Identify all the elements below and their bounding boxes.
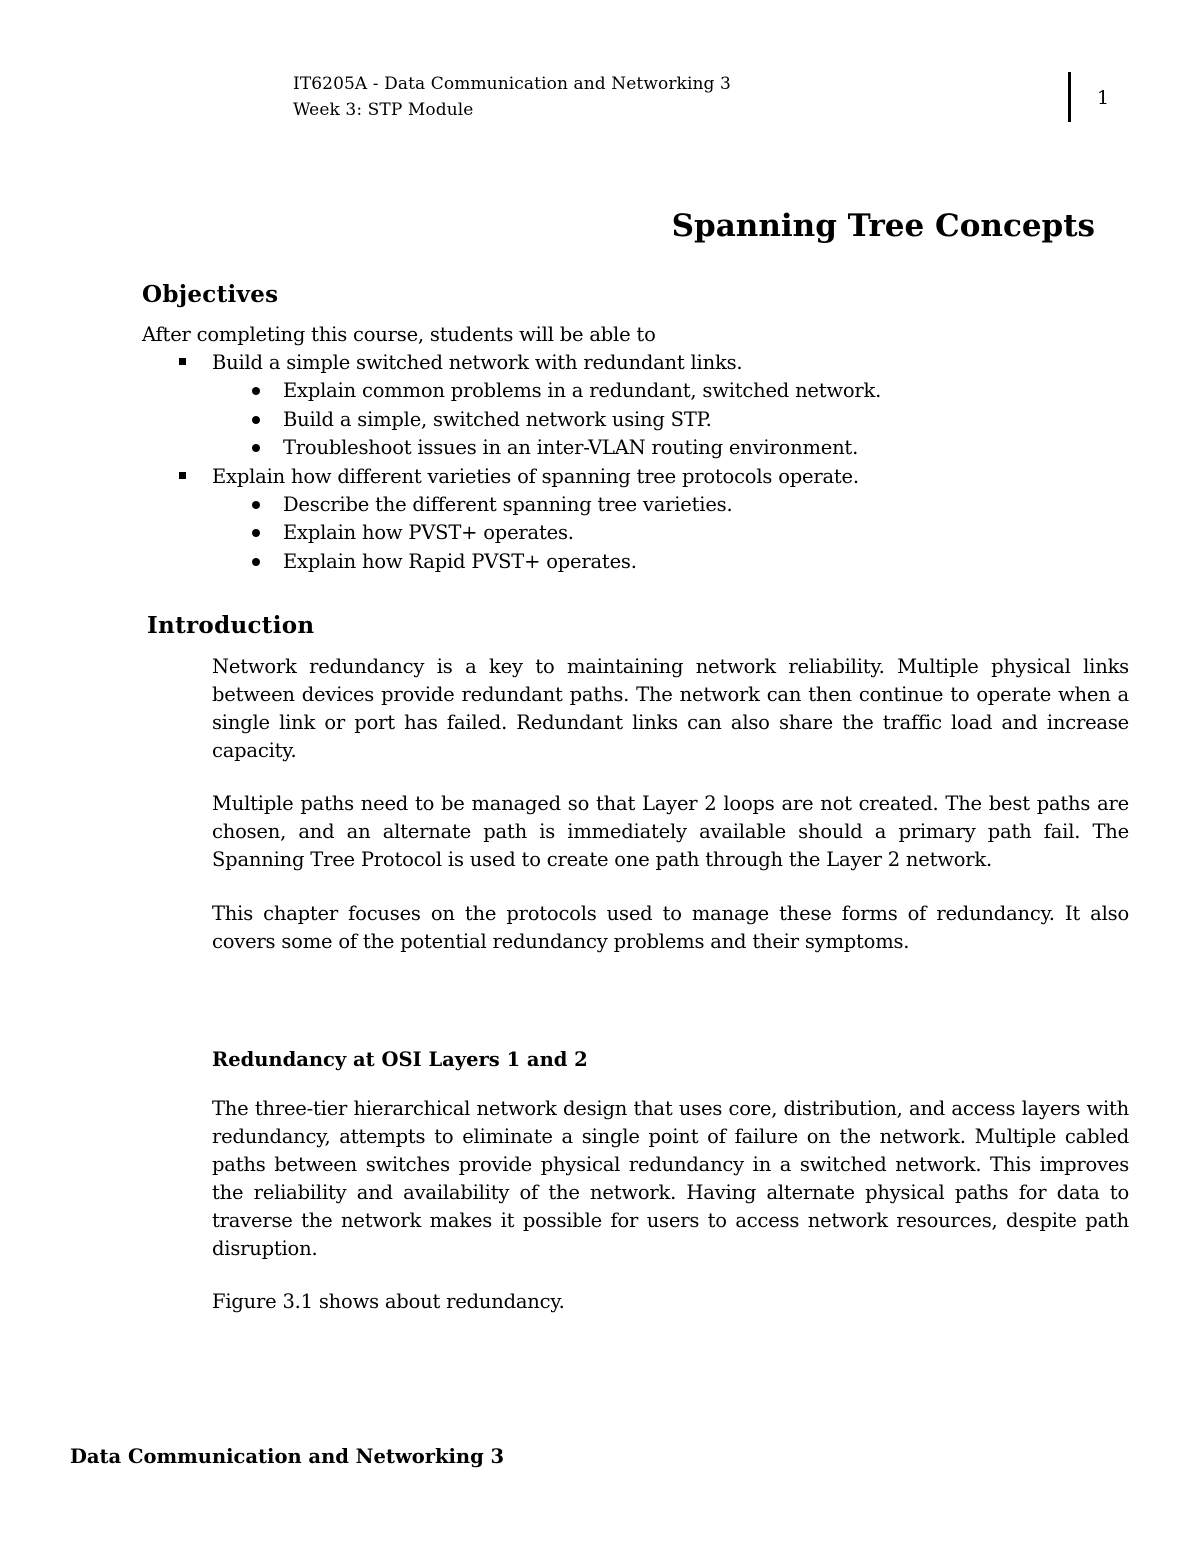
- objective-subitem: [142, 434, 881, 463]
- round-bullet-icon: [252, 558, 260, 566]
- introduction-heading: Introduction: [147, 612, 315, 639]
- objective-item: [142, 349, 881, 463]
- objective-subitem-label: Explain common problems in a redundant, switched network.: [283, 379, 882, 402]
- header-divider: [1068, 72, 1071, 122]
- round-bullet-icon: [252, 501, 260, 509]
- objectives-intro: After completing this course, students will be able to: [142, 323, 656, 346]
- objective-row: [142, 349, 881, 377]
- objectives-heading: Objectives: [142, 281, 279, 308]
- objective-label: Explain how different varieties of spanning tree protocols operate.: [212, 464, 859, 488]
- objectives-list: [142, 349, 881, 576]
- header-course-title: IT6205A - Data Communication and Networking 3: [293, 74, 731, 94]
- objective-label: Build a simple switched network with redundant links.: [212, 351, 743, 374]
- redundancy-paragraph: The three-tier hierarchical network design that uses core, distribution, and access layers with redundancy, attempts to eliminate a single point of failure on the network. Multiple cabled paths between switches provide physical redundancy in a switched network. This improves the reliability and availability of the network. Having alternate physical paths for data to traverse the network makes it possible for users to access network resources, despite path disruption.: [212, 1097, 1129, 1260]
- objective-subitem: [142, 519, 881, 548]
- objective-subitem: [142, 491, 881, 520]
- introduction-paragraph: This chapter focuses on the protocols used to manage these forms of redundancy. It also covers some of the potential redundancy problems and their symptoms.: [212, 902, 1129, 953]
- page-title: Spanning Tree Concepts: [671, 208, 1095, 244]
- objective-item: [142, 463, 881, 577]
- figure-reference: Figure 3.1 shows about redundancy.: [212, 1290, 565, 1313]
- objective-subitem: [142, 377, 881, 406]
- objective-subitem: [142, 548, 881, 577]
- page-number: 1: [1097, 87, 1110, 109]
- objective-sublist: [142, 377, 881, 463]
- introduction-paragraph: Multiple paths need to be managed so that Layer 2 loops are not created. The best paths are chosen, and an alternate path is immediately available should a primary path fail. The Spanning Tree Protocol is used to create one path through the Layer 2 network.: [212, 792, 1129, 871]
- footer-text: Data Communication and Networking 3: [70, 1445, 505, 1468]
- objective-subitem-label: Explain how PVST+ operates.: [283, 521, 574, 544]
- objective-subitem-label: Build a simple, switched network using STP.: [283, 407, 712, 431]
- round-bullet-icon: [252, 416, 260, 424]
- round-bullet-icon: [252, 529, 260, 537]
- header-week-label: Week 3: STP Module: [293, 100, 474, 120]
- round-bullet-icon: [252, 387, 260, 395]
- objective-subitem-label: Describe the different spanning tree varieties.: [283, 492, 733, 516]
- objective-subitem: [142, 406, 881, 435]
- objective-sublist: [142, 491, 881, 577]
- introduction-paragraph: Network redundancy is a key to maintaining network reliability. Multiple physical links between devices provide redundant paths. The network can then continue to operate when a single link or port has failed. Redundant links can also share the traffic load and increase capacity.: [212, 655, 1129, 762]
- round-bullet-icon: [252, 444, 260, 452]
- objective-row: [142, 463, 881, 491]
- redundancy-heading: Redundancy at OSI Layers 1 and 2: [212, 1048, 588, 1071]
- square-bullet-icon: [179, 472, 186, 479]
- objective-subitem-label: Explain how Rapid PVST+ operates.: [283, 549, 637, 573]
- objective-subitem-label: Troubleshoot issues in an inter-VLAN routing environment.: [283, 436, 859, 459]
- square-bullet-icon: [179, 358, 186, 365]
